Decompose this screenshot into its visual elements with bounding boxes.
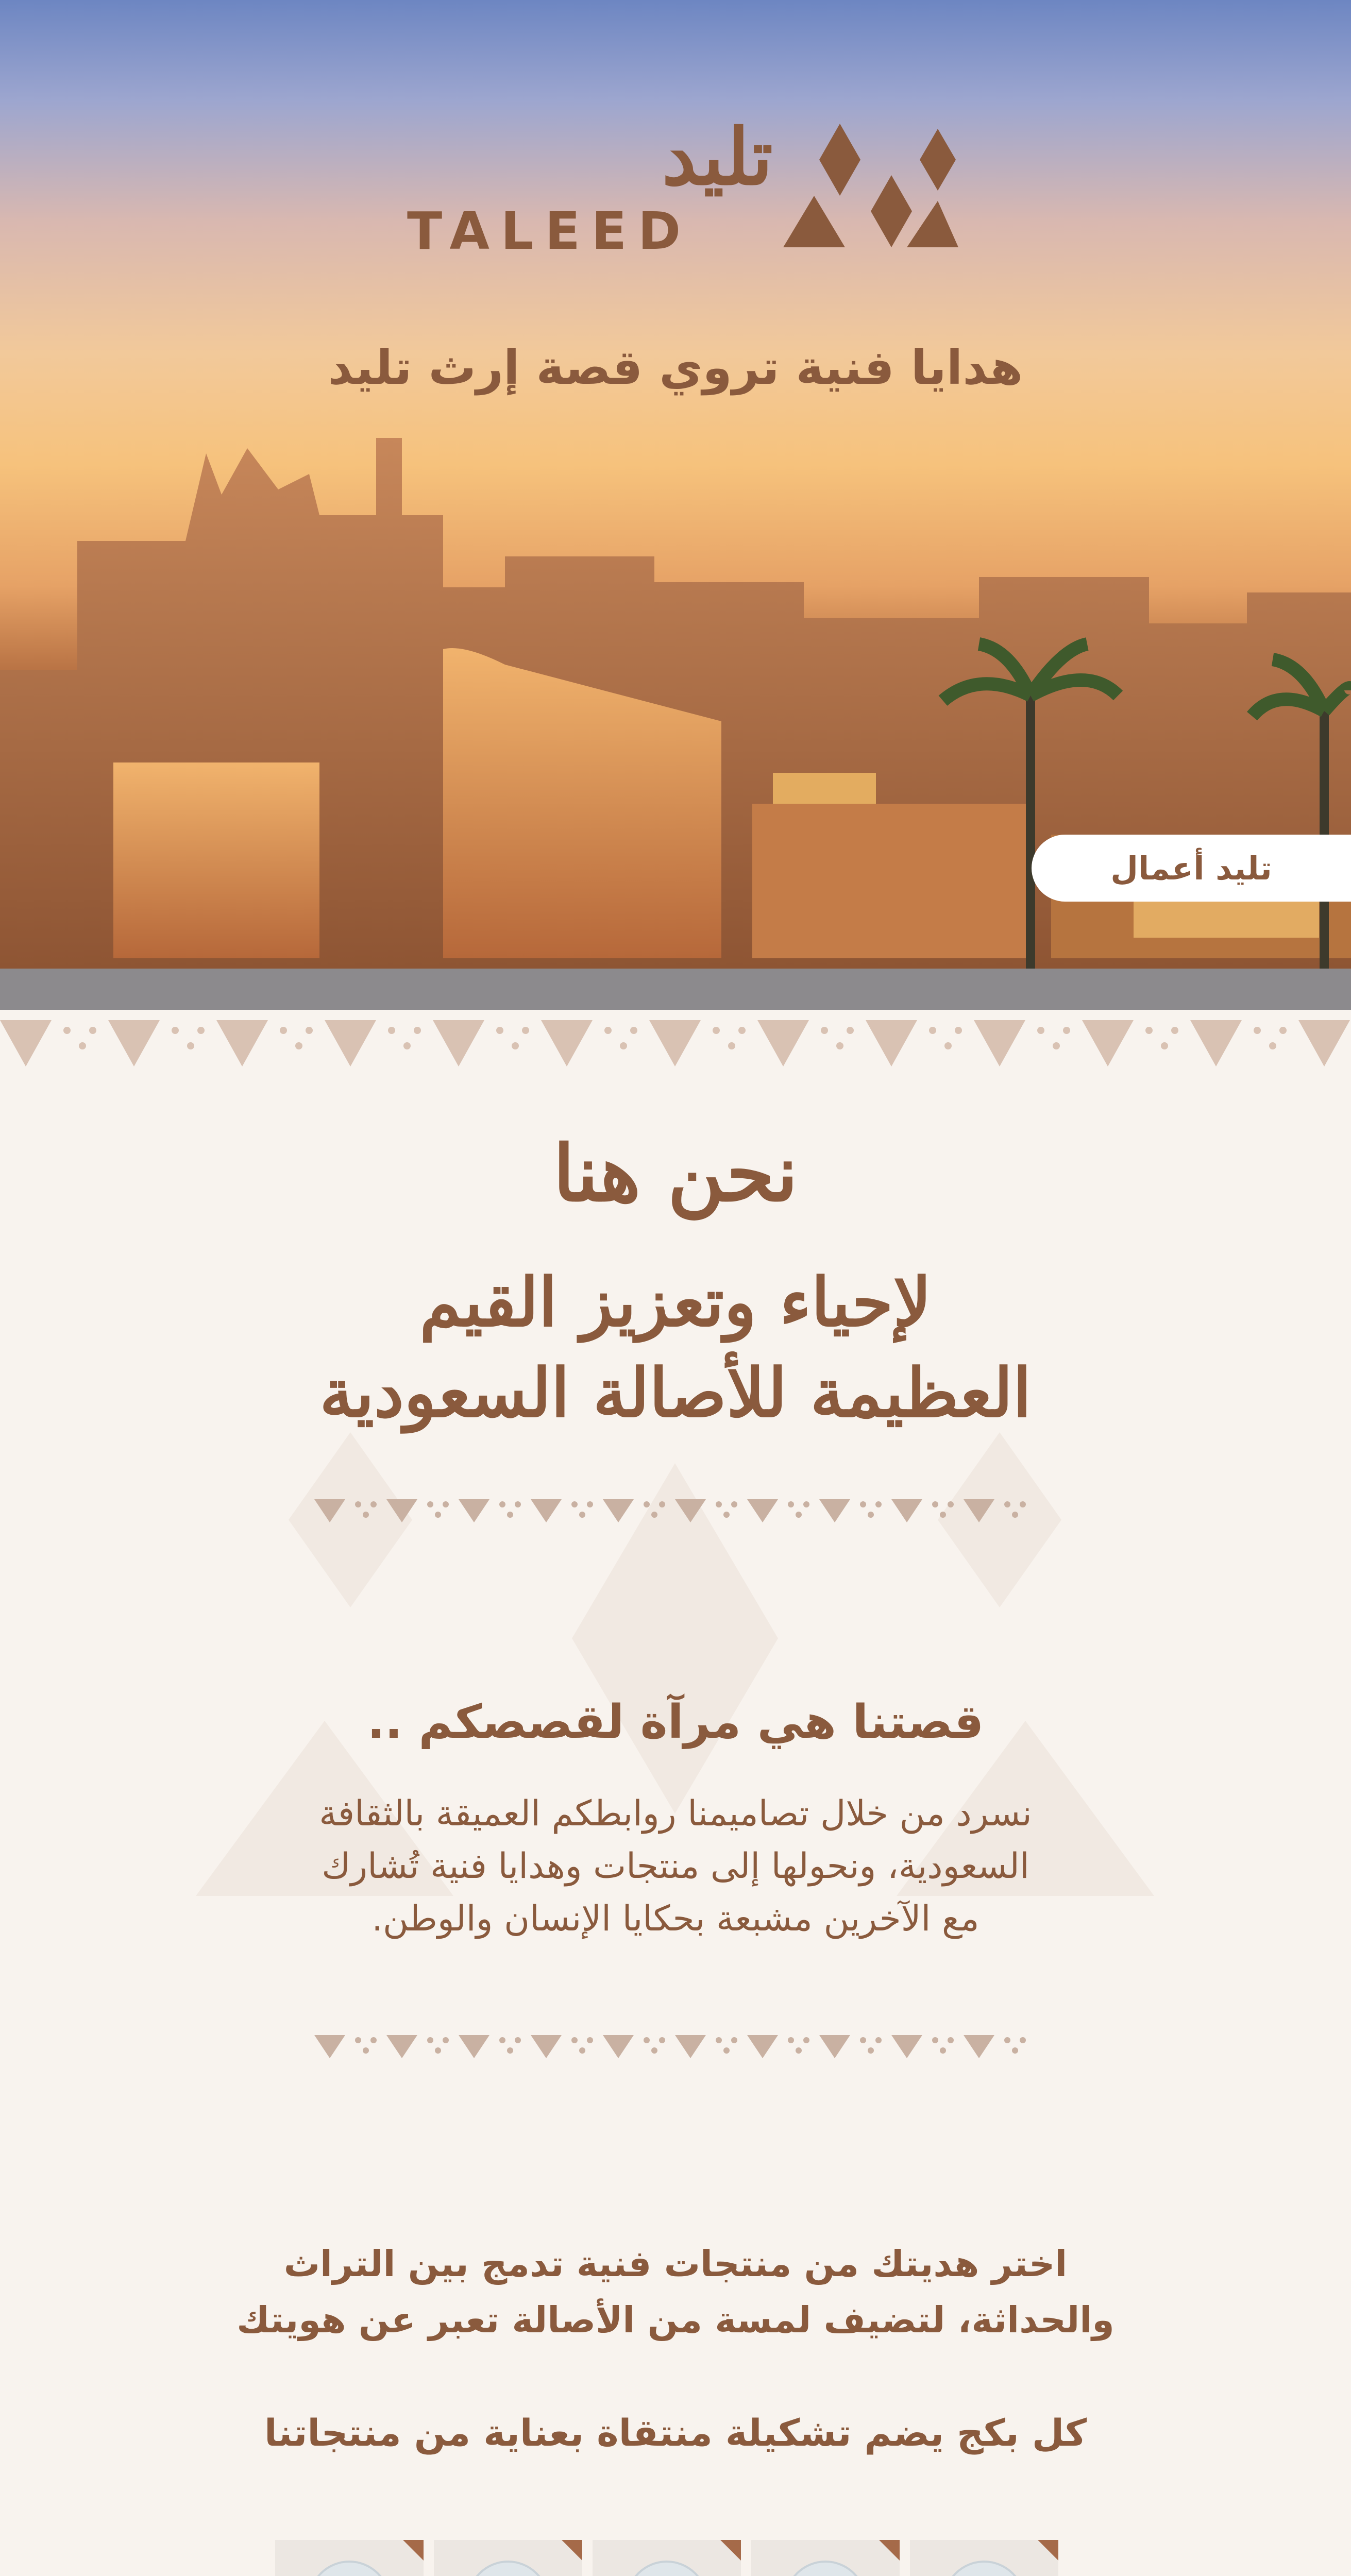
products-intro (0, 2236, 1351, 2348)
products-intro-line: والحداثة، لتضيف لمسة من الأصالة تعبر عن هويتك (237, 2298, 1114, 2341)
snow-globe-image (751, 2540, 900, 2576)
snow-globe-image (910, 2540, 1058, 2576)
story-line: مع الآخرين مشبعة بحكايا الإنسان والوطن. (371, 1899, 980, 1939)
snow-globe-image (593, 2540, 741, 2576)
tile-corner-ornament (562, 2540, 582, 2561)
product-tile-snow-globe[interactable] (434, 2540, 582, 2576)
story-line: السعودية، ونحولها إلى منتجات وهدايا فنية تُشارك (322, 1846, 1029, 1887)
intro-subtitle (0, 1257, 1351, 1438)
triangle-pattern-divider (0, 1010, 1351, 1082)
intro-subtitle-line: لإحياء وتعزيز القيم (419, 1263, 932, 1342)
product-tile-snow-globe[interactable] (593, 2540, 741, 2576)
story-paragraph (0, 1788, 1351, 1945)
small-triangle-divider (314, 1492, 1036, 1528)
taleed-logo (407, 112, 958, 261)
hero-tagline: هدايا فنية تروي قصة إرث تليد (328, 340, 1023, 395)
tile-corner-ornament (879, 2540, 900, 2561)
package-description: كل بكج يضم تشكيلة منتقاة بعناية من منتجاتنا (264, 2411, 1087, 2454)
snow-globe-image (434, 2540, 582, 2576)
product-tile-snow-globe[interactable] (751, 2540, 900, 2576)
small-triangle-divider (314, 2027, 1036, 2063)
story-line: نسرد من خلال تصاميمنا روابطكم العميقة بالثقافة (319, 1793, 1032, 1834)
taleed-business-badge[interactable]: تليد أعمال (1032, 835, 1351, 902)
product-grid (275, 2540, 1067, 2576)
products-intro-line: اختر هديتك من منتجات فنية تدمج بين التراث (283, 2243, 1068, 2285)
intro-title: نحن هنا (553, 1128, 798, 1219)
diamond-logo-mark-icon (783, 118, 958, 258)
tile-corner-ornament (403, 2540, 424, 2561)
product-tile-snow-globe[interactable] (275, 2540, 424, 2576)
brand-name-arabic: تليد (662, 112, 773, 202)
product-tile-snow-globe[interactable] (910, 2540, 1058, 2576)
tile-corner-ornament (720, 2540, 741, 2561)
hero-banner (0, 0, 1351, 1010)
intro-subtitle-line: العظيمة للأصالة السعودية (319, 1353, 1032, 1432)
snow-globe-image (275, 2540, 424, 2576)
tile-corner-ornament (1038, 2540, 1058, 2561)
story-title: قصتنا هي مرآة لقصصكم .. (367, 1695, 984, 1749)
brand-name-english: TALEED (407, 201, 693, 261)
